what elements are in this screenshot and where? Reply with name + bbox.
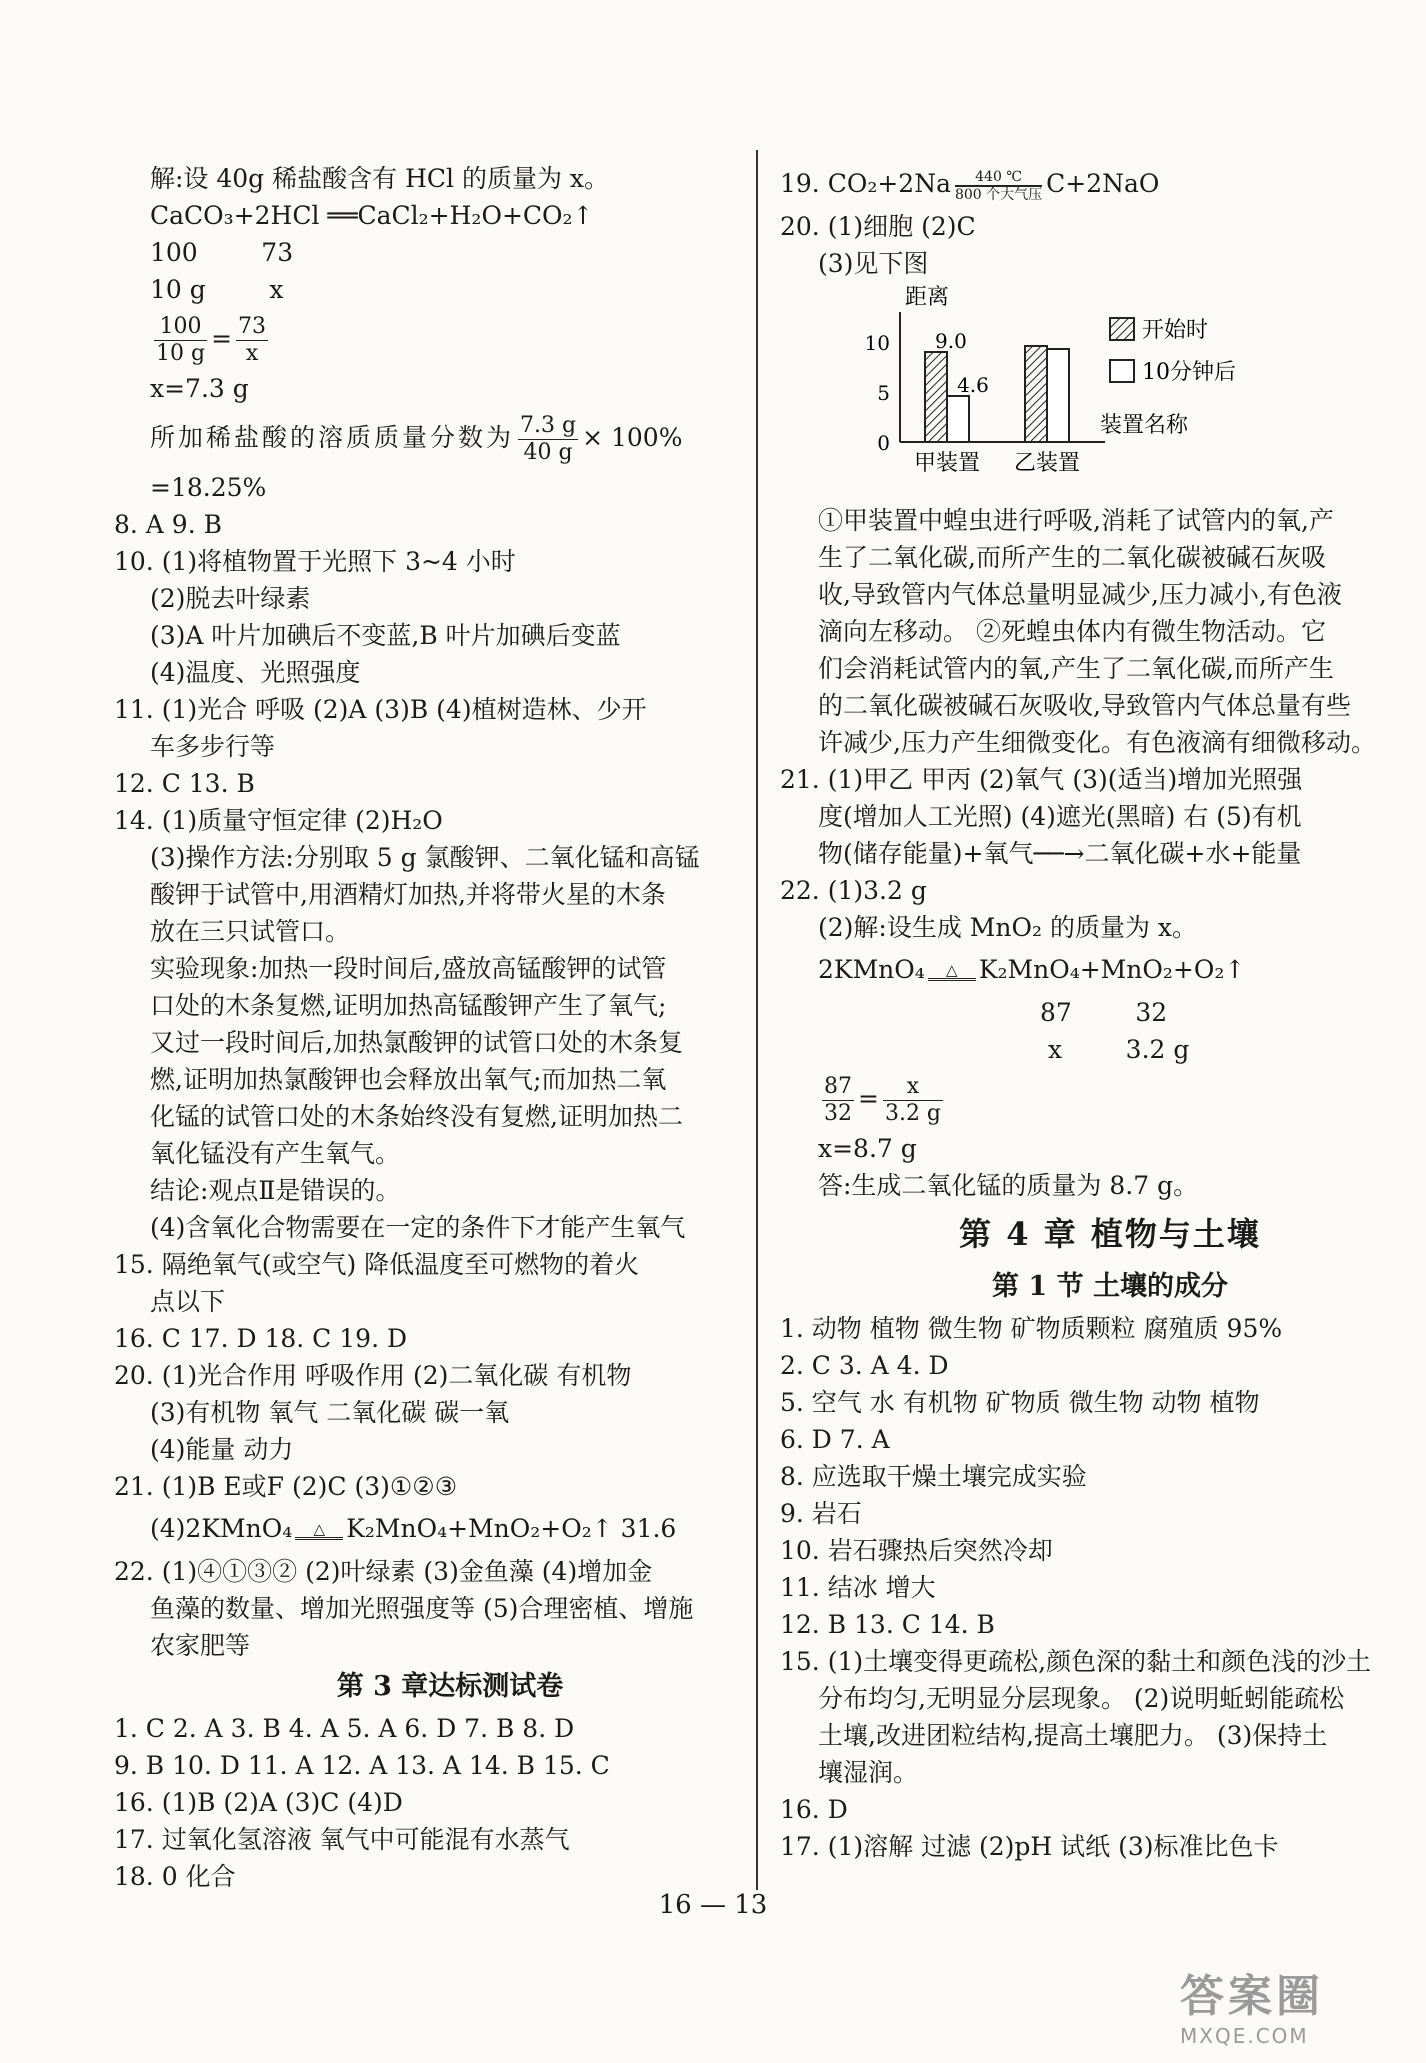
equation-line: CaCO₃+2HCl ══CaCl₂+H₂O+CO₂↑ xyxy=(150,201,594,230)
text-line: 又过一段时间后,加热氯酸钾的试管口处的木条复 xyxy=(150,1028,683,1057)
text-line: 车多步行等 xyxy=(150,732,276,761)
text-line: 度(增加人工光照) (4)遮光(黑暗) 右 (5)有机 xyxy=(818,802,1302,831)
text-line: 15. (1)土壤变得更疏松,颜色深的黏土和颜色浅的沙土 xyxy=(780,1647,1372,1676)
left-column xyxy=(114,160,750,1895)
fraction: $\frac{x}{3.2 g}$ xyxy=(884,1074,942,1126)
legend-label: 10分钟后 xyxy=(1142,360,1236,385)
text-line: 12. B 13. C 14. B xyxy=(780,1610,995,1639)
text-line: 结论:观点Ⅱ是错误的。 xyxy=(150,1176,401,1205)
text-line: 11. 结冰 增大 xyxy=(780,1573,936,1602)
text-line: ①甲装置中蝗虫进行呼吸,消耗了试管内的氧,产 xyxy=(818,506,1334,535)
text-line: 12. C 13. B xyxy=(114,769,255,798)
text-line: (4)含氧化合物需要在一定的条件下才能产生氧气 xyxy=(150,1213,686,1242)
column-divider xyxy=(756,150,758,1890)
text-line: 10. (1)将植物置于光照下 3~4 小时 xyxy=(114,547,516,576)
x-category-label: 甲装置 xyxy=(913,451,981,476)
text-line: 燃,证明加热氯酸钾也会释放出氧气;而加热二氧 xyxy=(150,1065,667,1094)
text-line: 22. (1)④①③② (2)叶绿素 (3)金鱼藻 (4)增加金 xyxy=(114,1557,653,1586)
chart-bar xyxy=(925,352,947,442)
legend-swatch xyxy=(1110,360,1134,382)
chart-bar xyxy=(1047,349,1069,442)
text-line: 鱼藻的数量、增加光照强度等 (5)合理密植、增施 xyxy=(150,1594,694,1623)
text-line: 们会消耗试管内的氧,产生了二氧化碳,而所产生 xyxy=(818,654,1334,683)
text-line: x=7.3 g xyxy=(150,374,249,403)
heat-condition: △ xyxy=(295,1521,343,1540)
text-line: 滴向左移动。 ②死蝗虫体内有微生物活动。它 xyxy=(818,617,1326,646)
text-line: 分布均匀,无明显分层现象。 (2)说明蚯蚓能疏松 xyxy=(818,1684,1345,1713)
fraction-line: 所加稀盐酸的溶质质量分数为 $\frac{7.3 g}{40 g}$ × 100% xyxy=(150,413,683,465)
equation-line: 19. CO₂+2Na 440 ℃ 800 个大气压 C+2NaO xyxy=(780,168,1160,203)
x-axis-label: 装置名称 xyxy=(1100,413,1189,438)
text-line: 22. (1)3.2 g xyxy=(780,876,927,905)
equation-line: 2KMnO₄ △ K₂MnO₄+MnO₂+O₂↑ xyxy=(818,955,1246,984)
chart-bar xyxy=(1025,346,1047,442)
text-line: (3)A 叶片加碘后不变蓝,B 叶片加碘后变蓝 xyxy=(150,621,621,650)
equation-line: (4)2KMnO₄ △ K₂MnO₄+MnO₂+O₂↑ 31.6 xyxy=(150,1514,677,1543)
text-line: (4)温度、光照强度 xyxy=(150,658,361,687)
section-title: 第 3 章达标测试卷 xyxy=(336,1671,564,1702)
text-line: 16. C 17. D 18. C 19. D xyxy=(114,1324,408,1353)
text-line: 解:设 40g 稀盐酸含有 HCl 的质量为 x。 xyxy=(150,164,609,193)
text-line: (4)能量 动力 xyxy=(150,1435,294,1464)
y-tick-label: 5 xyxy=(877,381,890,405)
fraction-line: $\frac{100}{10 g}$ = $\frac{73}{x}$ xyxy=(156,314,267,366)
y-axis-label: 距离 xyxy=(905,285,950,310)
text-line: 许减少,压力产生细微变化。有色液滴有细微移动。 xyxy=(818,728,1376,757)
text-line: 17. 过氧化氢溶液 氧气中可能混有水蒸气 xyxy=(114,1825,570,1854)
fraction: $\frac{73}{x}$ xyxy=(238,314,267,366)
text-line: 11. (1)光合 呼吸 (2)A (3)B (4)植树造林、少开 xyxy=(114,695,647,724)
text-line: 20. (1)光合作用 呼吸作用 (2)二氧化碳 有机物 xyxy=(114,1361,632,1390)
text-line: 酸钾于试管中,用酒精灯加热,并将带火星的木条 xyxy=(150,880,666,909)
section-title: 第 1 节 土壤的成分 xyxy=(992,1271,1228,1302)
text-line: (3)操作方法:分别取 5 g 氯酸钾、二氧化锰和高锰 xyxy=(150,843,700,872)
bar-value-label: 4.6 xyxy=(957,373,989,397)
text-line: 18. 0 化合 xyxy=(114,1862,236,1891)
text-line: 16. D xyxy=(780,1795,848,1824)
legend-swatch xyxy=(1110,318,1134,340)
text-line: 15. 隔绝氧气(或空气) 降低温度至可燃物的着火 xyxy=(114,1250,640,1279)
bar-chart xyxy=(850,282,1250,502)
text-line: 10. 岩石骤热后突然冷却 xyxy=(780,1536,1053,1565)
text-line: 21. (1)B E或F (2)C (3)①②③ xyxy=(114,1472,458,1501)
text-line: 8. A 9. B xyxy=(114,510,222,539)
bar-value-label: 9.0 xyxy=(935,329,967,353)
text-line: 1. 动物 植物 微生物 矿物质颗粒 腐殖质 95% xyxy=(780,1314,1283,1343)
text-line: 14. (1)质量守恒定律 (2)H₂O xyxy=(114,806,443,835)
x-category-label: 乙装置 xyxy=(1013,451,1081,476)
right-column xyxy=(780,160,1426,1865)
text-line: 答:生成二氧化锰的质量为 8.7 g。 xyxy=(818,1171,1199,1200)
text-line: 100 73 xyxy=(150,238,294,267)
chapter-title: 第 4 章 植物与土壤 xyxy=(959,1215,1261,1253)
fraction: $\frac{7.3 g}{40 g}$ xyxy=(520,413,577,465)
fraction: $\frac{87}{32}$ xyxy=(824,1074,852,1126)
text-line: 化锰的试管口处的木条始终没有复燃,证明加热二 xyxy=(150,1102,683,1131)
text-line: (3)见下图 xyxy=(818,249,929,278)
text-line: 9. B 10. D 11. A 12. A 13. A 14. B 15. C xyxy=(114,1751,610,1780)
heat-condition: △ xyxy=(928,962,976,981)
text-line: 16. (1)B (2)A (3)C (4)D xyxy=(114,1788,403,1817)
text-line: 2. C 3. A 4. D xyxy=(780,1351,949,1380)
text-line: 的二氧化碳被碱石灰吸收,导致管内气体总量有些 xyxy=(818,691,1351,720)
text-line: 实验现象:加热一段时间后,盛放高锰酸钾的试管 xyxy=(150,954,667,983)
y-tick-label: 0 xyxy=(877,431,890,455)
text-line: 点以下 xyxy=(150,1287,226,1316)
text-line: (2)脱去叶绿素 xyxy=(150,584,311,613)
text-line: 壤湿润。 xyxy=(818,1758,919,1787)
fraction: $\frac{100}{10 g}$ xyxy=(156,314,206,366)
text-line: x 3.2 g xyxy=(1048,1035,1190,1064)
page-number: 16 — 13 xyxy=(658,1890,768,1920)
text-line: 21. (1)甲乙 甲丙 (2)氧气 (3)(适当)增加光照强 xyxy=(780,765,1303,794)
text-line: =18.25% xyxy=(150,473,267,502)
text-line: 氧化锰没有产生氧气。 xyxy=(150,1139,401,1168)
watermark-text: 答案圈 xyxy=(1180,1971,1324,2022)
text-line: x=8.7 g xyxy=(818,1134,917,1163)
text-line: 生了二氧化碳,而所产生的二氧化碳被碱石灰吸 xyxy=(818,543,1326,572)
legend-label: 开始时 xyxy=(1142,318,1209,343)
text-line: 口处的木条复燃,证明加热高锰酸钾产生了氧气; xyxy=(150,991,667,1020)
text-line: 农家肥等 xyxy=(150,1631,251,1660)
watermark-logo xyxy=(1180,1960,1410,2055)
text-line: 17. (1)溶解 过滤 (2)pH 试纸 (3)标准比色卡 xyxy=(780,1832,1279,1861)
reaction-condition: 440 ℃ 800 个大气压 xyxy=(954,168,1043,203)
text-line: (2)解:设生成 MnO₂ 的质量为 x。 xyxy=(818,913,1197,942)
text-line: 6. D 7. A xyxy=(780,1425,890,1454)
text-line: 5. 空气 水 有机物 矿物质 微生物 动物 植物 xyxy=(780,1388,1260,1417)
text-line: 土壤,改进团粒结构,提高土壤肥力。 (3)保持土 xyxy=(818,1721,1328,1750)
text-line: 87 32 xyxy=(1040,998,1168,1027)
y-tick-label: 10 xyxy=(864,331,890,355)
text-line: 8. 应选取干燥土壤完成实验 xyxy=(780,1462,1087,1491)
text-line: 放在三只试管口。 xyxy=(150,917,351,946)
chart-bar xyxy=(947,396,969,442)
text-line: 1. C 2. A 3. B 4. A 5. A 6. D 7. B 8. D xyxy=(114,1714,575,1743)
text-line: 10 g x xyxy=(150,275,284,304)
text-line: (3)有机物 氧气 二氧化碳 碳一氧 xyxy=(150,1398,510,1427)
text-line: 物(储存能量)+氧气──→二氧化碳+水+能量 xyxy=(818,839,1302,868)
fraction-line: $\frac{87}{32}$ = $\frac{x}{3.2 g}$ xyxy=(824,1074,942,1126)
text-line: 9. 岩石 xyxy=(780,1499,862,1528)
watermark-url: MXQE.COM xyxy=(1180,2024,1309,2048)
text-line: 收,导致管内气体总量明显减少,压力减小,有色液 xyxy=(818,580,1342,609)
text-line: 20. (1)细胞 (2)C xyxy=(780,212,976,241)
